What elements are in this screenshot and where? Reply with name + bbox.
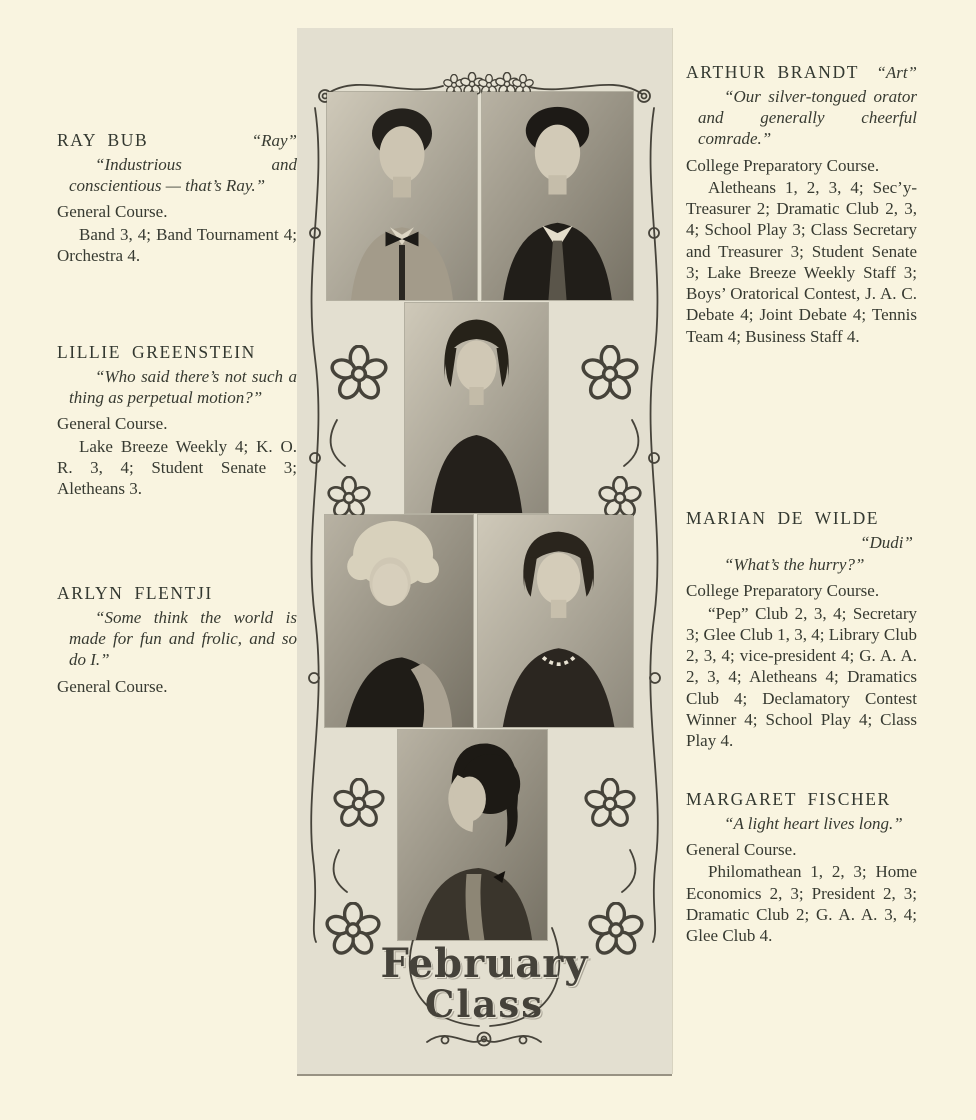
student-entry-ray-bub xyxy=(57,130,297,266)
portrait-illustration xyxy=(482,92,633,300)
student-activities: Lake Breeze Weekly 4; K. O. R. 3, 4; Student Senate 3; Aletheans 3. xyxy=(57,436,297,499)
panel-title-line1: February xyxy=(380,940,589,987)
student-name: MARIAN DE WILDE xyxy=(686,508,880,528)
student-activities: Philomathean 1, 2, 3; Home Economics 2, 3; President 2, 3; Dramatic Club 2; G. A. A. 3, 4; Glee Club 4. xyxy=(686,862,917,946)
student-nickname: “Dudi” xyxy=(860,532,913,552)
student-name: ARTHUR BRANDT xyxy=(686,62,860,82)
portrait-illustration xyxy=(478,515,633,727)
student-course: General Course. xyxy=(686,840,797,860)
student-quote: “What’s the hurry?” xyxy=(724,555,865,575)
student-name-line xyxy=(57,342,297,364)
portrait-young-man-dark-suit xyxy=(482,92,633,300)
student-quote: “Some think the world is made for fun and frolic, and so do I.” xyxy=(69,607,297,670)
student-activities: Band 3, 4; Band Tournament 4; Orchestra 4. xyxy=(57,224,297,265)
portrait-illustration xyxy=(325,515,473,727)
student-name: RAY BUB xyxy=(57,130,149,150)
portrait-illustration xyxy=(327,92,477,300)
student-activities: “Pep” Club 2, 3, 4; Secretary 3; Glee Club 1, 3, 4; Library Club 2, 3, 4; vice-president 4; G. A. A. 2, 3, 4; Aletheans 4; Dramatics Club 4; Declamatory Contest Winner 4; School Play 4; Class Play 4. xyxy=(686,603,917,751)
student-course: General Course. xyxy=(57,202,168,222)
student-quote: “Who said there’s not such a thing as perpetual motion?” xyxy=(69,366,297,408)
panel-title xyxy=(297,940,672,1026)
student-name-line xyxy=(57,583,297,605)
portrait-illustration xyxy=(405,303,548,513)
portrait-young-woman-profile xyxy=(398,730,547,940)
student-entry-marian-de-wilde xyxy=(686,508,917,751)
student-course: College Preparatory Course. xyxy=(686,155,880,175)
student-course: General Course. xyxy=(57,414,168,434)
february-class-panel xyxy=(297,28,672,1074)
student-entry-arthur-brandt xyxy=(686,62,917,347)
portrait-illustration xyxy=(398,730,547,940)
student-name: MARGARET FISCHER xyxy=(686,789,891,809)
portrait-young-woman-bob xyxy=(405,303,548,513)
student-entry-lillie-greenstein xyxy=(57,342,297,499)
student-quote: “A light heart lives long.” xyxy=(724,813,903,833)
student-activities: Aletheans 1, 2, 3, 4; Sec’y-Treasurer 2; Dramatic Club 2, 3, 4; School Play 3; Class Secretary and Treasurer 3; Student Senate 3; Lake Breeze Weekly Staff 3; Boys’ Oratorical Contest, J. A. C. Debate 4; Joint Debate 4; Tennis Team 4; Business Staff 4. xyxy=(686,177,917,346)
student-name-line xyxy=(686,789,917,811)
student-nickname: “Ray” xyxy=(251,131,297,150)
portrait-young-woman-necklace xyxy=(478,515,633,727)
student-entry-margaret-fischer xyxy=(686,789,917,946)
student-name: ARLYN FLENTJI xyxy=(57,583,213,603)
student-name: LILLIE GREENSTEIN xyxy=(57,342,256,362)
panel-title-line2: Class xyxy=(424,982,545,1026)
portrait-young-woman-curly-hair xyxy=(325,515,473,727)
student-entry-arlyn-flentji xyxy=(57,583,297,698)
student-course: College Preparatory Course. xyxy=(686,581,880,601)
student-name-line xyxy=(686,62,917,84)
student-quote: “Industrious and conscientious — that’s Ray.” xyxy=(69,154,297,196)
student-quote: “Our silver-tongued orator and generally cheerful comrade.” xyxy=(698,86,917,149)
student-course: General Course. xyxy=(57,676,168,696)
portrait-young-man-bow-tie xyxy=(327,92,477,300)
student-nickname: “Art” xyxy=(876,63,917,82)
student-name-line xyxy=(686,508,917,530)
student-name-line xyxy=(57,130,297,152)
